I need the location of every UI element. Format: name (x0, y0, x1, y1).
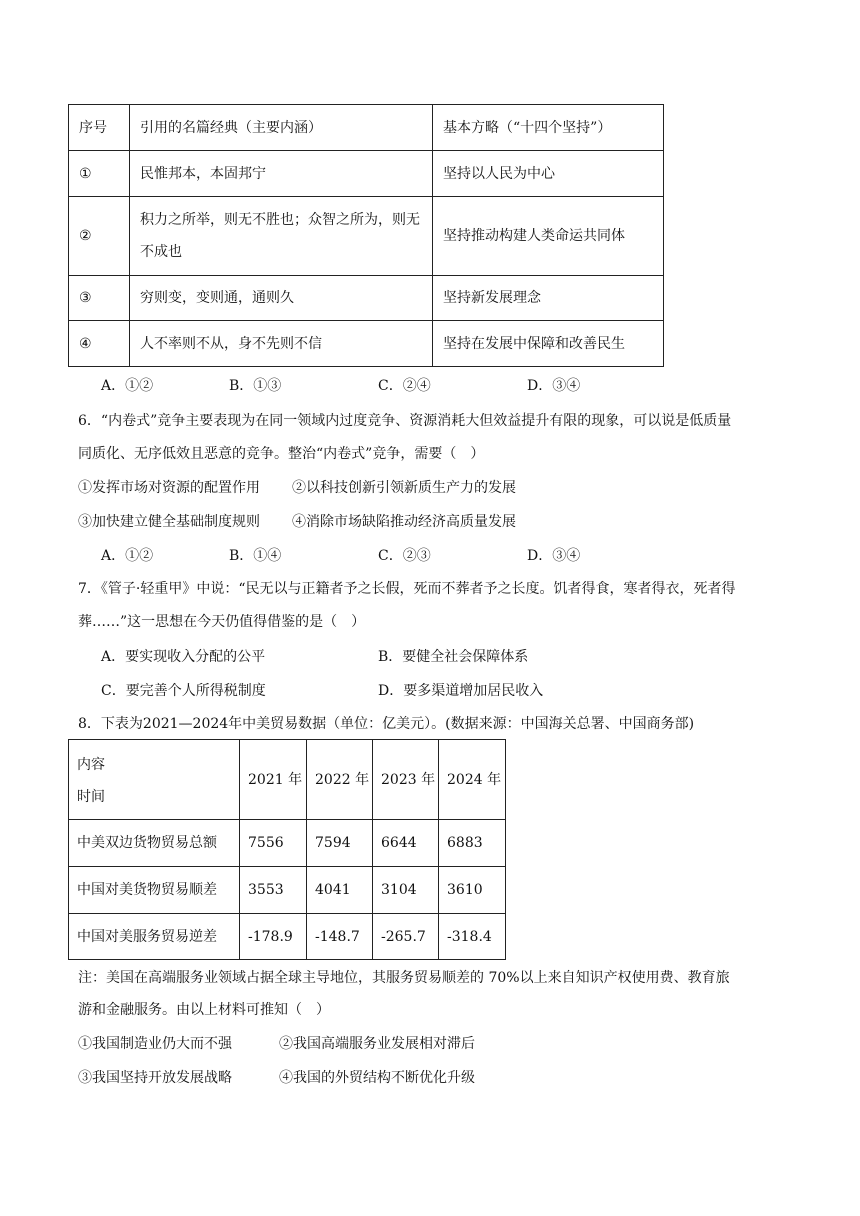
year-header-cell: 2021 年 (240, 740, 307, 820)
table-cell: 4041 (307, 867, 373, 914)
q8-note-line2: 游和金融服务。由以上材料可推知（ ） (78, 1002, 330, 1018)
table-cell: ③ (69, 276, 130, 321)
table-cell: ① (69, 151, 130, 197)
header-cell: 引用的名篇经典（主要内涵） (130, 105, 433, 151)
q5-option-a: A．①② (101, 378, 154, 394)
header-cell: 基本方略（“十四个坚持”） (433, 105, 664, 151)
table-cell: -148.7 (307, 914, 373, 960)
table-cell: -318.4 (439, 914, 506, 960)
table-cell: 7594 (307, 820, 373, 867)
q6-option-d: D．③④ (527, 548, 581, 564)
table-cell: 3104 (373, 867, 439, 914)
table-row (69, 914, 506, 960)
corner-header-cell (69, 740, 240, 820)
q6-option-c: C．②③ (378, 548, 431, 564)
table-cell: 坚持以人民为中心 (433, 151, 664, 197)
q6-item-2: ②以科技创新引领新质生产力的发展 (292, 480, 516, 496)
table-cell: 民惟邦本，本固邦宁 (130, 151, 433, 197)
table-cell: ② (69, 197, 130, 276)
q6-item-3: ③加快建立健全基础制度规则 (78, 514, 260, 530)
q7-option-c: C．要完善个人所得税制度 (101, 683, 266, 699)
table-cell: 坚持推动构建人类命运共同体 (433, 197, 664, 276)
q6-item-1: ①发挥市场对资源的配置作用 (78, 480, 260, 496)
q8-item-4: ④我国的外贸结构不断优化升级 (279, 1070, 475, 1086)
table-cell: 6883 (439, 820, 506, 867)
q7-option-a: A．要实现收入分配的公平 (101, 649, 266, 665)
table-cell: 3553 (240, 867, 307, 914)
table-cell: -178.9 (240, 914, 307, 960)
table-row (69, 867, 506, 914)
table-cell: 坚持在发展中保障和改善民生 (433, 321, 664, 367)
q5-option-d: D．③④ (527, 378, 581, 394)
table-cell: -265.7 (373, 914, 439, 960)
q6-item-4: ④消除市场缺陷推动经济高质量发展 (292, 514, 516, 530)
row-label-cell: 中美双边货物贸易总额 (69, 820, 240, 867)
q7-option-b: B．要健全社会保障体系 (378, 649, 529, 665)
table-cell: 3610 (439, 867, 506, 914)
table-cell: 7556 (240, 820, 307, 867)
q5-option-c: C．②④ (378, 378, 431, 394)
row-label-cell: 中国对美货物贸易顺差 (69, 867, 240, 914)
table-row (69, 151, 664, 197)
q8-item-1: ①我国制造业仍大而不强 (78, 1036, 232, 1052)
corner-bottom-label: 时间 (77, 788, 105, 805)
table-cell: 穷则变，变则通，通则久 (130, 276, 433, 321)
table-row (69, 321, 664, 367)
q8-stem: 8．下表为2021—2024年中美贸易数据（单位：亿美元）。(数据来源：中国海关总署、中国商务部) (78, 716, 695, 732)
q6-stem-line1: 6．“内卷式”竞争主要表现为在同一领域内过度竞争、资源消耗大但效益提升有限的现象，可以说是低质量 (78, 413, 732, 429)
trade-data-table (68, 739, 506, 960)
q5-option-b: B．①③ (229, 378, 282, 394)
q7-stem-line1: 7．《管子·轻重甲》中说：“民无以与正籍者予之长假，死而不葬者予之长度。饥者得食，寒者得衣，死者得 (78, 581, 736, 597)
q7-option-d: D．要多渠道增加居民收入 (378, 683, 544, 699)
table-cell: 积力之所举，则无不胜也；众智之所为，则无不成也 (130, 197, 433, 276)
table-cell: 6644 (373, 820, 439, 867)
classics-strategy-table (68, 104, 664, 367)
row-label-cell: 中国对美服务贸易逆差 (69, 914, 240, 960)
q8-note-line1: 注：美国在高端服务业领域占据全球主导地位，其服务贸易顺差的 70%以上来自知识产权使用费、教育旅 (78, 970, 730, 986)
table-cell: 坚持新发展理念 (433, 276, 664, 321)
year-header-cell: 2023 年 (373, 740, 439, 820)
table-row (69, 276, 664, 321)
year-header-cell: 2022 年 (307, 740, 373, 820)
q6-option-b: B．①④ (229, 548, 282, 564)
table-row (69, 820, 506, 867)
year-header-cell: 2024 年 (439, 740, 506, 820)
table-cell: 人不率则不从，身不先则不信 (130, 321, 433, 367)
q6-option-a: A．①② (101, 548, 154, 564)
q8-item-2: ②我国高端服务业发展相对滞后 (279, 1036, 475, 1052)
table-header-row (69, 105, 664, 151)
corner-top-label: 内容 (77, 756, 105, 773)
table-header-row (69, 740, 506, 820)
table-cell: ④ (69, 321, 130, 367)
q6-stem-line2: 同质化、无序低效且恶意的竞争。整治“内卷式”竞争，需要（ ） (78, 446, 485, 462)
q7-stem-line2: 葬……”这一思想在今天仍值得借鉴的是（ ） (78, 614, 366, 630)
table-row (69, 197, 664, 276)
header-cell: 序号 (69, 105, 130, 151)
q8-item-3: ③我国坚持开放发展战略 (78, 1070, 232, 1086)
